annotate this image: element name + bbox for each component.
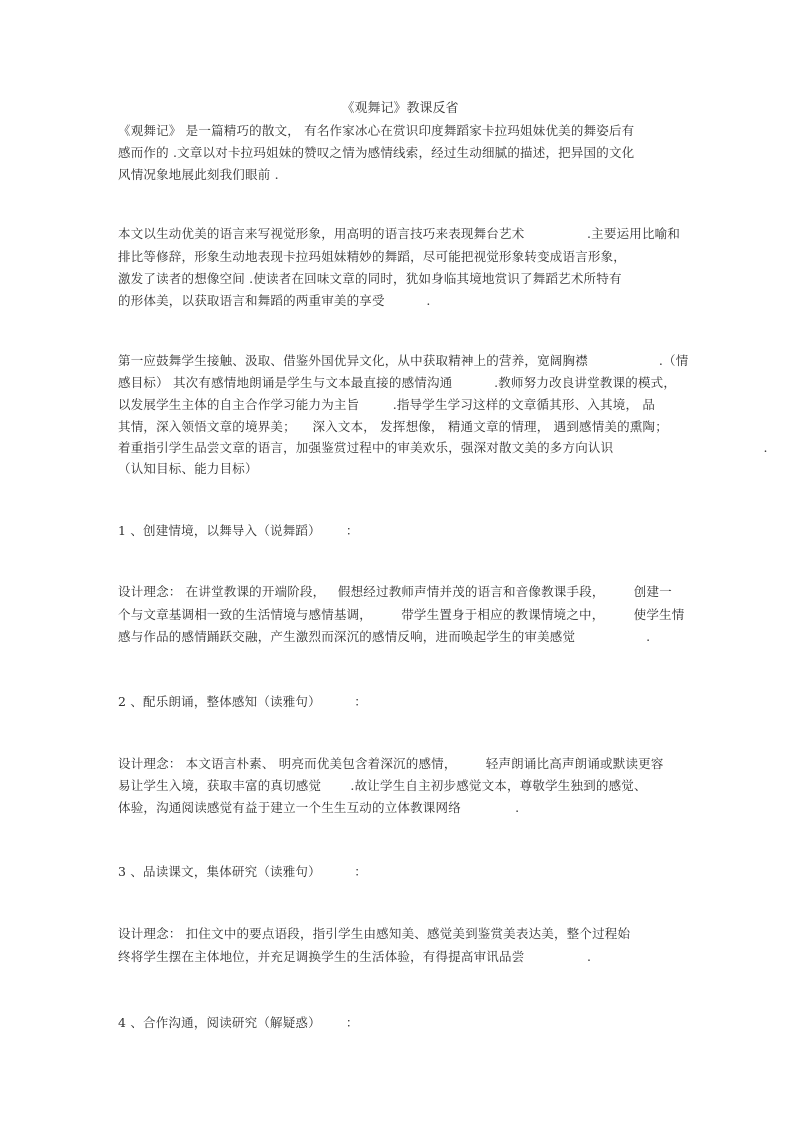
- step-2-heading: 2 、配乐朗诵，整体感知（读雅句） ：: [118, 694, 367, 709]
- step-1-rationale-line-3: 感与作品的感情踊跃交融，产生激烈而深沉的感情反响，进而唤起学生的审美感觉 .: [118, 629, 651, 644]
- step-1-rationale-line-1: 设计理念： 在讲堂教课的开端阶段， 假想经过教师声情并茂的语言和音像教课手段， 创建一: [118, 584, 672, 599]
- para3-line-5: 着重指引学生品尝文章的语言，加强鉴赏过程中的审美欢乐，强深对散文美的多方向认识 .: [118, 440, 768, 455]
- step-1-heading: 1 、创建情境，以舞导入（说舞蹈） ：: [118, 523, 359, 538]
- para3-line-4: 其情，深入领悟文章的境界美； 深入文本， 发挥想像， 精通文章的情理， 遇到感情美的熏陶；: [118, 419, 668, 434]
- para2-line-3: 激发了读者的想像空间 .使读者在回味文章的同时，犹如身临其境地赏识了舞蹈艺术所特有: [118, 271, 622, 286]
- step-2-rationale-line-1: 设计理念： 本文语言朴素、 明亮而优美包含着深沉的感情， 轻声朗诵比高声朗诵或默读更容: [118, 756, 664, 771]
- page-title: 《观舞记》教课反省: [341, 101, 459, 116]
- intro-line-2: 感而作的 .文章以对卡拉玛姐妹的赞叹之情为感情线索，经过生动细腻的描述，把异国的文化: [118, 145, 635, 160]
- para3-line-6: （认知目标、能力目标）: [118, 461, 258, 476]
- intro-line-1: 《观舞记》 是一篇精巧的散文， 有名作家冰心在赏识印度舞蹈家卡拉玛姐妹优美的舞姿后有: [118, 123, 635, 138]
- para3-line-1: 第一应鼓舞学生接触、汲取、借鉴外国优异文化，从中获取精神上的营养，宽阔胸襟 .（情: [118, 353, 689, 368]
- step-3-heading: 3 、品读课文，集体研究（读雅句） ：: [118, 864, 367, 879]
- para3-line-2: 感目标） 其次有感情地朗诵是学生与文本最直接的感情沟通 .教师努力改良讲堂教课的模式，: [118, 375, 677, 390]
- step-2-rationale-line-2: 易让学生入境，获取丰富的真切感觉 .故让学生自主初步感觉文本，尊敬学生独到的感觉、: [118, 778, 647, 793]
- intro-line-3: 风情况象地展此刻我们眼前 .: [118, 167, 279, 182]
- step-4-heading: 4 、合作沟通，阅读研究（解疑惑） ：: [118, 1015, 359, 1030]
- step-3-rationale-line-2: 终将学生摆在主体地位，并充足调换学生的生活体验，有得提高审讯品尝 .: [118, 949, 592, 964]
- para3-line-3: 以发展学生主体的自主合作学习能力为主旨 .指导学生学习这样的文章循其形、入其境， 品: [118, 397, 656, 412]
- para2-line-2: 排比等修辞，形象生动地表现卡拉玛姐妹精妙的舞蹈，尽可能把视觉形象转变成语言形象，: [118, 249, 627, 264]
- para2-line-1: 本文以生动优美的语言来写视觉形象，用高明的语言技巧来表现舞台艺术 .主要运用比喻和: [118, 226, 681, 241]
- step-3-rationale-line-1: 设计理念： 扣住文中的要点语段，指引学生由感知美、感觉美到鉴赏美表达美，整个过程始: [118, 926, 631, 941]
- para2-line-4: 的形体美，以获取语言和舞蹈的两重审美的享受 .: [118, 293, 431, 308]
- step-2-rationale-line-3: 体验，沟通阅读感觉有益于建立一个生生互动的立体教课网络 .: [118, 800, 520, 815]
- step-1-rationale-line-2: 个与文章基调相一致的生活情境与感情基调， 带学生置身于相应的教课情境之中， 使学生情: [118, 607, 685, 622]
